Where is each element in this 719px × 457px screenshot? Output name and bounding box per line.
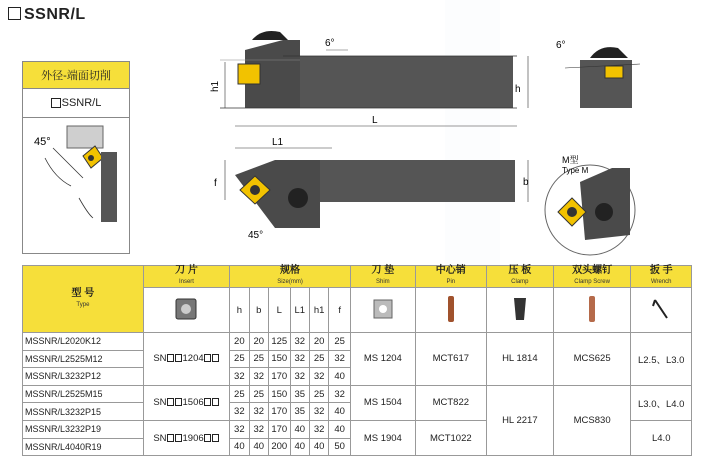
operation-header: 外径-端面切削: [23, 62, 129, 89]
size-col-h1: h1: [309, 288, 328, 333]
insert-cell: SN 1204: [143, 333, 229, 386]
size-col-h: h: [230, 288, 249, 333]
end-view-holder: [556, 40, 640, 108]
clamp-image: [486, 288, 553, 333]
header-type: 型 号 Type: [23, 266, 144, 333]
wrench-icon: [649, 294, 673, 324]
size-col-f: f: [329, 288, 351, 333]
insert-cell: SN 1506: [143, 385, 229, 420]
type-m-detail: [545, 154, 635, 255]
insert-image: [143, 288, 229, 333]
size-col-L1: L1: [290, 288, 309, 333]
dim-h-label: h: [515, 84, 521, 95]
table-row: MSSNR/L2525M12 25 25 150 32 25 32: [23, 350, 692, 368]
header-insert: 刀 片 Insert: [143, 266, 229, 288]
type-m-cn-label: M型: [562, 155, 579, 165]
dim-L1-label: L1: [272, 137, 284, 148]
angle-side-label: 6°: [556, 40, 566, 51]
table-row: MSSNR/L2020K12 SN 1204 20 20 125 32 20 25 MS 1204 MCT617 HL 1814 MCS625 L2.5、L3.0: [23, 333, 692, 351]
angle-bottom-label: 45°: [248, 230, 264, 241]
size-col-L: L: [268, 288, 290, 333]
table-row: MSSNR/L3232P15 32 32 170 35 32 40: [23, 403, 692, 421]
header-shim: 刀 垫 Shim: [350, 266, 415, 288]
header-size: 规格 Size(mm): [230, 266, 351, 288]
dim-L-label: L: [372, 115, 378, 126]
panel-angle-label: 45°: [34, 136, 51, 148]
header-wrench: 扳 手 Wrench: [631, 266, 692, 288]
table-row: MSSNR/L3232P19 SN 1906 32 32 170 40 32 40 MS 1904 MCT1022 L4.0: [23, 420, 692, 438]
shim-image: [350, 288, 415, 333]
table-row: MSSNR/L2525M15 SN 1506 25 25 150 35 25 32 MS 1504 MCT822 HL 2217 MCS830 L3.0、L4.0: [23, 385, 692, 403]
pin-image: [415, 288, 486, 333]
wrench-image: [631, 288, 692, 333]
clamp-icon: [508, 294, 532, 324]
insert-icon: [173, 296, 199, 322]
pin-icon: [439, 294, 463, 324]
screw-icon: [580, 294, 604, 324]
dim-h1-label: h1: [210, 80, 221, 92]
dim-f-label: f: [214, 178, 217, 189]
title-text: SSNR/L: [24, 6, 86, 23]
header-pin: 中心销 Pin: [415, 266, 486, 288]
angle-top-label: 6°: [325, 38, 335, 49]
watermark: [445, 0, 500, 265]
shim-icon: [371, 297, 395, 321]
dim-b-label: b: [523, 177, 529, 188]
table-row: MSSNR/L3232P12 32 32 170 32 32 40: [23, 368, 692, 386]
screw-image: [553, 288, 631, 333]
insert-cell: SN 1906: [143, 420, 229, 455]
size-col-b: b: [249, 288, 268, 333]
table-row: MSSNR/L4040R19 40 40 200 40 40 50: [23, 438, 692, 456]
header-clamp: 压 板 Clamp: [486, 266, 553, 288]
type-m-en-label: Type M: [562, 166, 589, 175]
header-screw: 双头螺钉 Clamp Screw: [553, 266, 631, 288]
spec-table: [22, 265, 692, 456]
operation-code: SSNR/L: [23, 89, 129, 118]
